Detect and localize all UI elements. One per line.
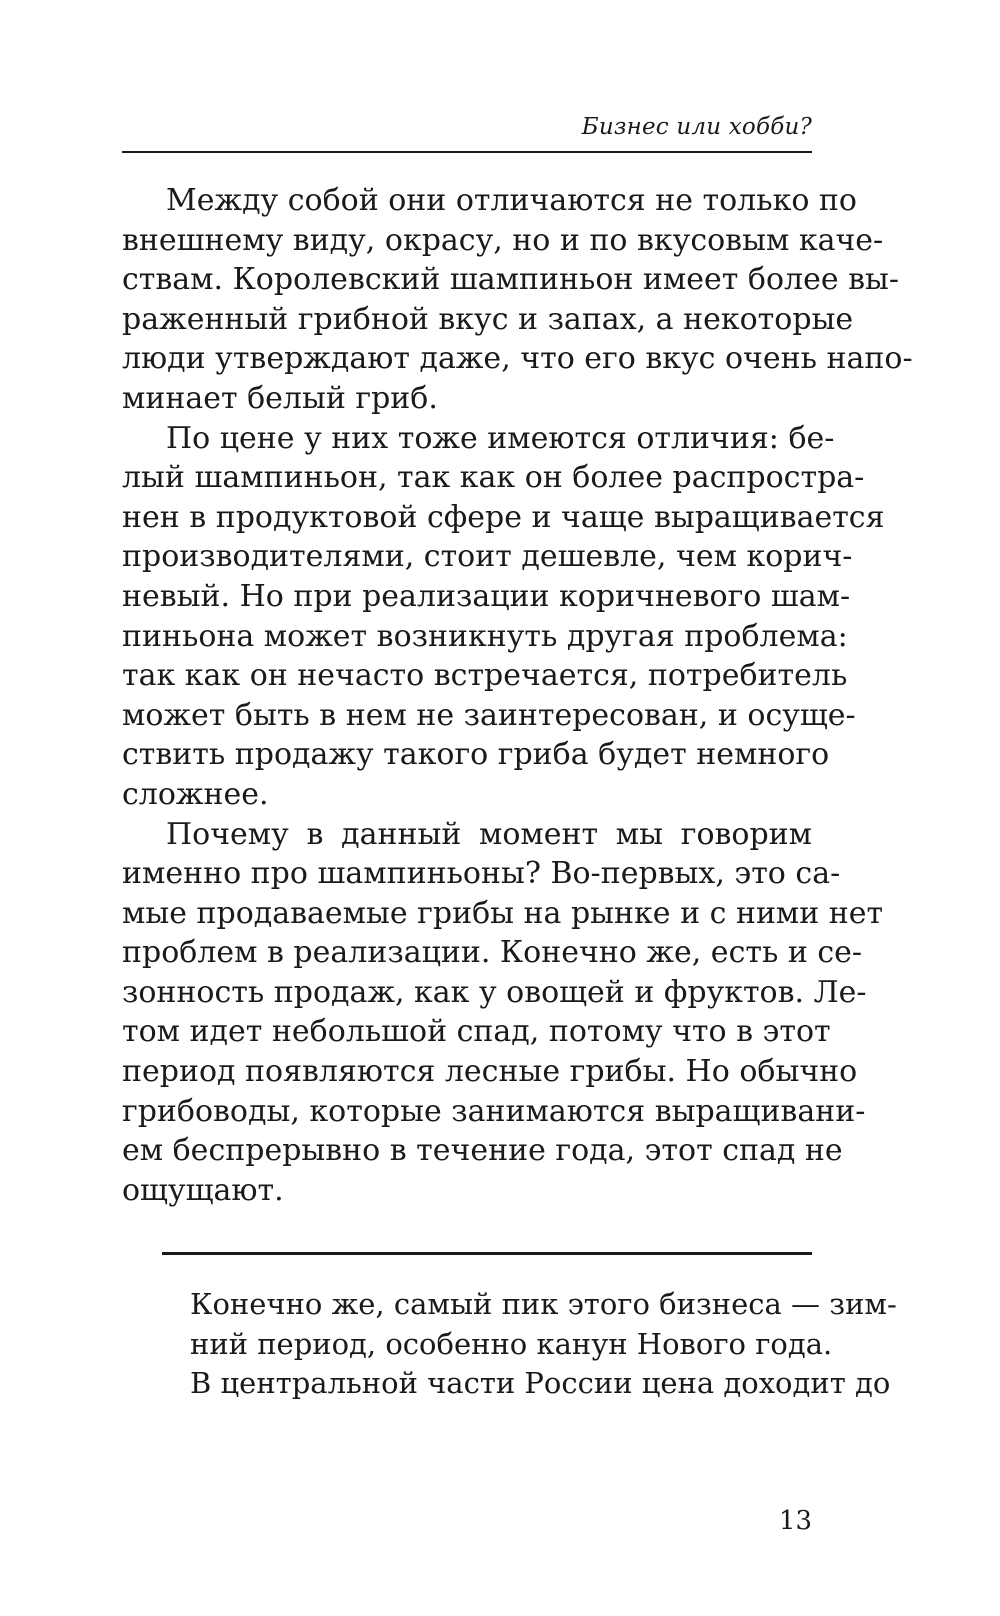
callout-line-1: Конечно же, самый пик этого бизнеса — зим- [190, 1287, 897, 1321]
paragraph-2-line-3: нен в продуктовой сфере и чаще выращивается [122, 499, 885, 535]
paragraph-2-line-4: производителями, стоит дешевле, чем корич- [122, 539, 853, 575]
paragraph-2-line-5: невый. Но при реализации коричневого шам- [122, 578, 851, 614]
paragraph-3-line-6: том идет небольшой спад, потому что в этот [122, 1014, 831, 1050]
paragraph-2-line-7: так как он нечасто встречается, потребитель [122, 658, 848, 694]
paragraph-3-line-8: грибоводы, которые занимаются выращивани- [122, 1093, 866, 1129]
paragraph-2-line-6: пиньона может возникнуть другая проблема: [122, 618, 848, 654]
paragraph-3-line-3: мые продаваемые грибы на рынке и с ними нет [122, 895, 884, 931]
callout-line-3: В центральной части России цена доходит до [190, 1366, 891, 1401]
paragraph-3-line-4: проблем в реализации. Конечно же, есть и се- [122, 935, 863, 971]
paragraph-3-line-5: зонность продаж, как у овощей и фруктов. Ле- [122, 974, 867, 1010]
header-rule [122, 151, 812, 153]
paragraph-1-line-1: Между собой они отличаются не только по [166, 183, 857, 218]
paragraph-1-line-2: внешнему виду, окрасу, но и по вкусовым каче- [122, 222, 884, 258]
paragraph-1-line-5: люди утверждают даже, что его вкус очень напо- [122, 341, 913, 377]
paragraph-3-line-1: Почему в данный момент мы говорим [166, 816, 812, 852]
paragraph-1-line-6: минает белый гриб. [122, 380, 438, 416]
paragraph-3-line-10: ощущают. [122, 1172, 284, 1208]
paragraph-1-line-3: ствам. Королевский шампиньон имеет более вы- [122, 262, 900, 298]
callout-line-2: ний период, особенно канун Нового года. [190, 1326, 833, 1361]
callout-rule [162, 1252, 812, 1255]
running-head: Бизнес или хобби? [581, 114, 812, 140]
paragraph-1-line-4: раженный грибной вкус и запах, а некоторые [122, 301, 854, 337]
body-text [122, 181, 913, 1210]
page-number: 13 [778, 1506, 812, 1536]
paragraph-3-line-2: именно про шампиньоны? Во-первых, это са- [122, 856, 841, 892]
paragraph-3-line-9: ем беспрерывно в течение года, этот спад не [122, 1133, 843, 1169]
callout-block [190, 1285, 897, 1404]
paragraph-2-line-1: По цене у них тоже имеются отличия: бе- [166, 420, 835, 456]
paragraph-3-line-7: период появляются лесные грибы. Но обычно [122, 1054, 858, 1090]
paragraph-2-line-9: ствить продажу такого гриба будет немного [122, 737, 830, 773]
paragraph-2-line-10: сложнее. [122, 776, 269, 812]
paragraph-2-line-2: лый шампиньон, так как он более распростра- [122, 460, 865, 496]
paragraph-2-line-8: может быть в нем не заинтересован, и осуще- [122, 697, 856, 733]
